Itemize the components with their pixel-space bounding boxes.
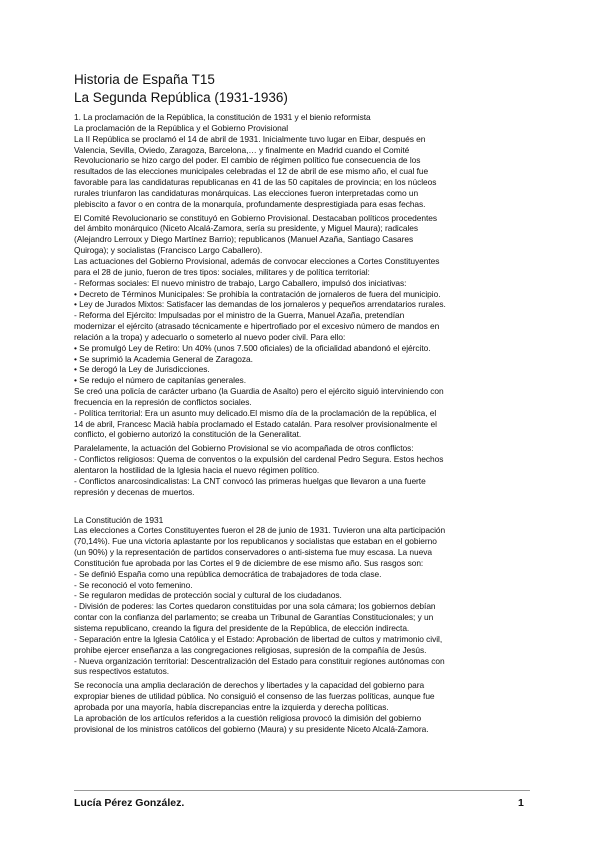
- footer-divider: [74, 790, 530, 791]
- paragraph-proclamacion: La II República se proclamó el 14 de abril de 1931. Inicialmente tuvo lugar en Eibar, después en Valencia, Sevilla, Oviedo, Zaragoza, Barcelona,… y finalmente en Madrid cuando el Comité Revolucionario se hizo cargo del poder. El cambio de régimen político fue consecuencia de los resultados de las elecciones municipales celebradas el 12 de abril de ese mismo año, el cual fue favorable para las candidaturas republicanas en 41 de las 50 capitales de provincia; en los núcleos rurales triunfaron las candidaturas monárquicas. Las elecciones fueron interpretadas como un plebiscito a favor o en contra de la monarquía, profundamente desprestigiada para esas fechas.: [74, 133, 437, 209]
- document-body: [74, 112, 534, 734]
- paragraph-gobierno-provisional: El Comité Revolucionario se constituyó en Gobierno Provisional. Destacaban políticos procedentes del ámbito monárquico (Niceto Alcalá-Zamora, sería su presidente, y Miguel Maura); radicales (Alejandro Lerroux y Diego Martínez Barrio); republicanos (Manuel Azaña, Santiago Casares Quiroga); y socialistas (Francisco Largo Caballero). Las actuaciones del Gobierno Provisional, además de convocar elecciones a Cortes Constituyentes para el 28 de junio, fueron de tres tipos: sociales, militares y de política territorial: - Reformas sociales: El nuevo ministro de trabajo, Largo Caballero, impulsó dos iniciativas: • Decreto de Términos Municipales: Se prohibía la contratación de jornaleros de fuera del municipio. • Ley de Jurados Mixtos: Satisfacer las demandas de los jornaleros y pequeños arrendatarios rurales. - Reforma del Ejército: Impulsadas por el ministro de la Guerra, Manuel Azaña, pretendían modernizar el ejército (atrasado técnicamente e hipertrofiado por el excesivo número de mandos en relación a la tropa) y adecuarlo o someterlo al nuevo poder civil. Para ello: • Se promulgó Ley de Retiro: Un 40% (unos 7.500 oficiales) de la oficialidad abandonó el ejército. • Se suprimió la Academia General de Zaragoza. • Se derogó la Ley de Jurisdicciones. • Se redujo el número de capitanías generales. Se creó una policía de carácter urbano (la Guardia de Asalto) pero el ejército siguió interviniendo con frecuencia en la represión de conflictos sociales. - Política territorial: Era un asunto muy delicado.El mismo día de la proclamación de la república, el 14 de abril, Francesc Macià había proclamado el Estado catalán. Para resolver provisionalmente el conflicto, el gobierno autorizó la constitución de la Generalitat.: [74, 212, 446, 440]
- document-subtitle: La Segunda República (1931-1936): [74, 90, 288, 105]
- footer-author: Lucía Pérez González.: [74, 797, 185, 809]
- paragraph-conflictos: Paralelamente, la actuación del Gobierno Provisional se vio acompañada de otros conflictos: - Conflictos religiosos: Quema de conventos o la expulsión del cardenal Pedro Segura. Estos hechos alentaron la hostilidad de la Iglesia hacia el nuevo régimen político. - Conflictos anarcosindicalistas: La CNT convocó las primeras huelgas que llevaron a una fuerte represión y decenas de muertos.: [74, 443, 444, 497]
- document-title: Historia de España T15: [74, 72, 215, 87]
- paragraph-constitucion-1931: La Constitución de 1931 Las elecciones a Cortes Constituyentes fueron el 28 de junio de 1931. Tuvieron una alta participación (70,14%). Fue una victoria aplastante por los republicanos y socialistas que estaban en el gobierno (un 90%) y la representación de partidos conservadores o anti-sistema fue muy escasa. La nueva Constitución fue aprobada por las Cortes el 9 de diciembre de ese mismo año. Sus rasgos son: - Se definió España como una república democrática de trabajadores de toda clase. - Se reconoció el voto femenino. - Se regularon medidas de protección social y cultural de los ciudadanos. - División de poderes: las Cortes quedaron constituidas por una sola cámara; los gobiernos debían contar con la confianza del parlamento; se creaba un Tribunal de Garantías Constitucionales; y un sistema republicano, creando la figura del presidente de la República, de elección indirecta. - Separación entre la Iglesia Católica y el Estado: Aprobación de libertad de cultos y matrimonio civil, prohibe ejercer enseñanza a las congregaciones religiosas, supresión de la compañía de Jesús. - Nueva organización territorial: Descentralización del Estado para constituir regiones autónomas con sus respectivos estatutos.: [74, 514, 446, 677]
- paragraph-derechos-y-cuestion-religiosa: Se reconocía una amplia declaración de derechos y libertades y la capacidad del gobierno para expropiar bienes de utilidad pública. No consiguió el consenso de las fuerzas políticas, aunque fue aprobada por una mayoría, había discrepancias entre la izquierda y derecha políticas. La aprobación de los artículos referidos a la cuestión religiosa provocó la dimisión del gobierno provisional de los ministros católicos del gobierno (Maura) y su presidente Niceto Alcalá-Zamora.: [74, 680, 435, 734]
- page-number: 1: [518, 797, 524, 809]
- section-heading-proclamacion: 1. La proclamación de la República, la constitución de 1931 y el bienio reformista La proclamación de la República y el Gobierno Provisional: [74, 112, 371, 133]
